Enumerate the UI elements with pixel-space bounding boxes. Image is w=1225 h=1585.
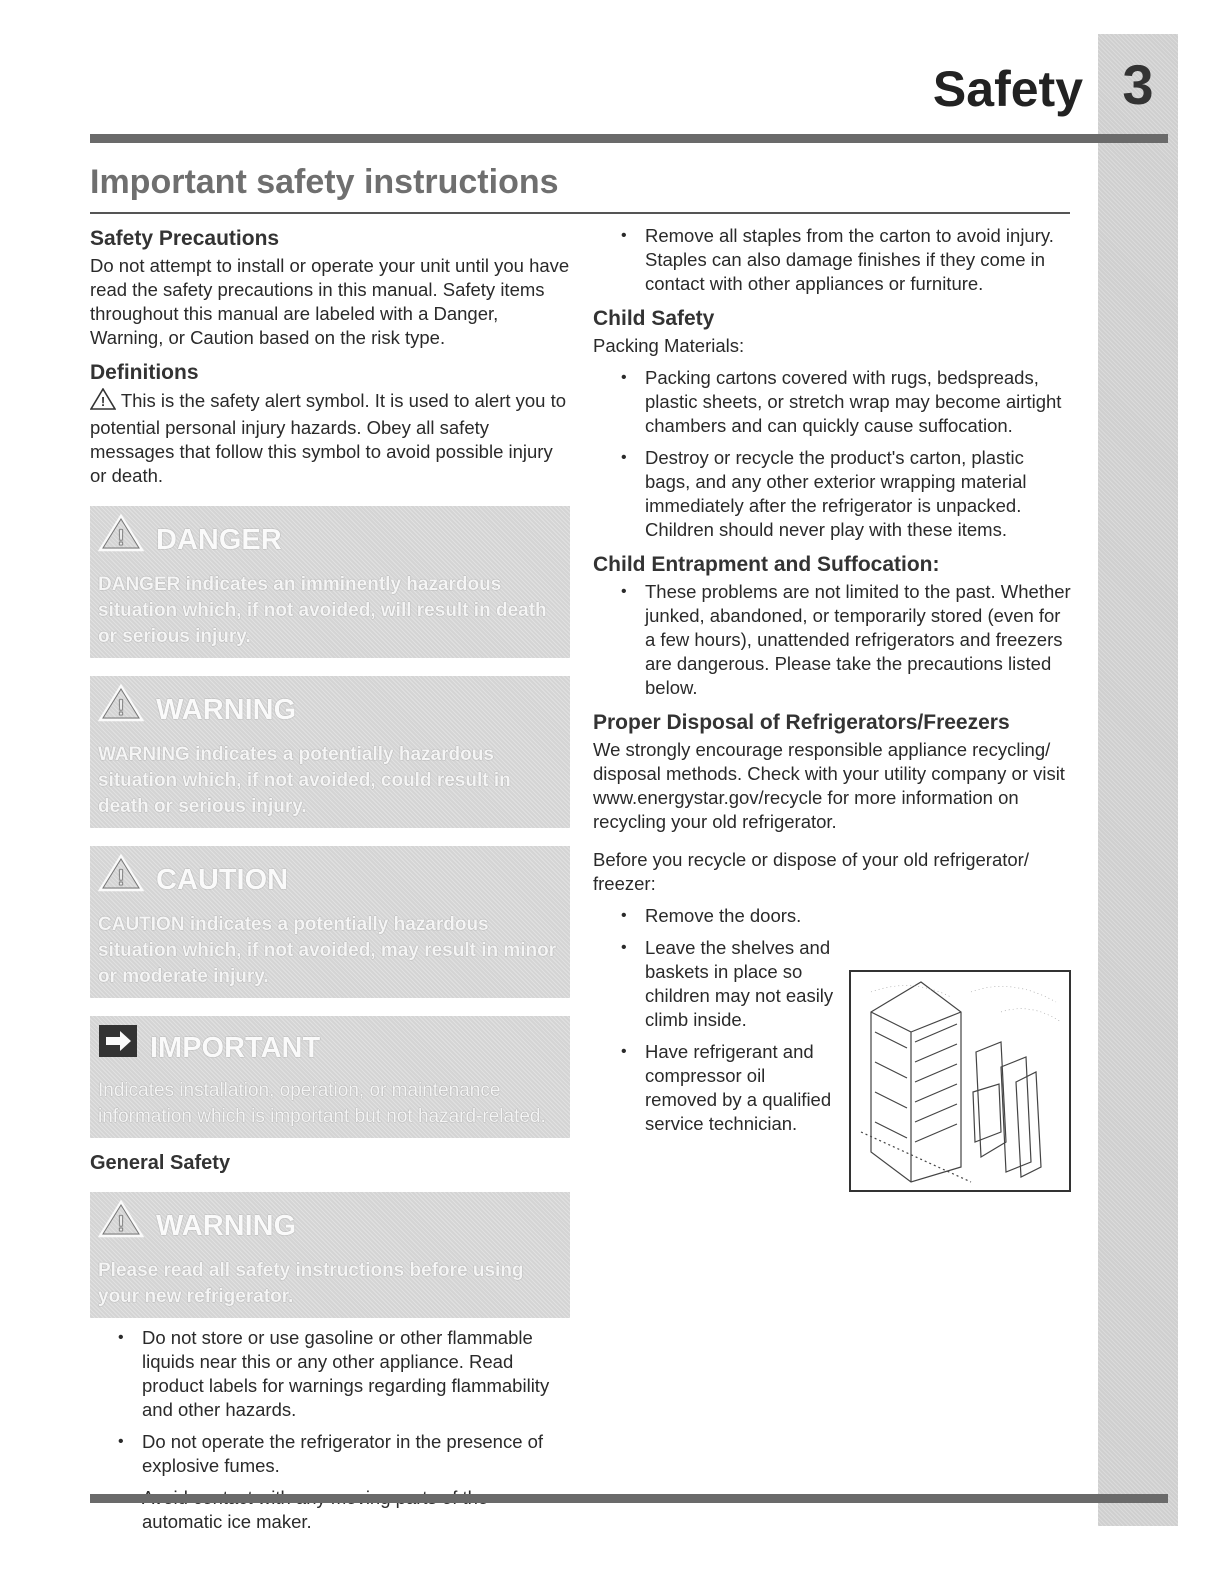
staples-list <box>593 224 1073 296</box>
svg-text:!: ! <box>117 695 125 720</box>
svg-text:!: ! <box>117 865 125 890</box>
list-item: • Do not operate the refrigerator in the presence of explosive fumes. <box>90 1430 570 1478</box>
warning-box <box>90 676 570 828</box>
svg-text:!: ! <box>117 1211 125 1236</box>
title-underline <box>90 212 1070 214</box>
general-safety-heading: General Safety <box>90 1152 231 1174</box>
general-warning-text: Please read all safety instructions before using your new refrigerator. <box>98 1260 524 1307</box>
disposal-text: We strongly encourage responsible appliance recycling/ disposal methods. Check with your utility company or visit www.energystar.gov/recycle for more information on recycling your old refrigerator. <box>593 739 1065 832</box>
left-column <box>90 224 570 1534</box>
list-item: • Remove the doors. <box>593 904 835 928</box>
caution-box <box>90 846 570 998</box>
caution-label: CAUTION <box>156 864 289 896</box>
important-label: IMPORTANT <box>150 1032 321 1064</box>
list-item: • Packing cartons covered with rugs, bedspreads, plastic sheets, or stretch wrap may become airtight chambers and can quickly cause suffocation. <box>593 366 1073 438</box>
section-title: Safety <box>932 61 1083 117</box>
page-number: 3 <box>1122 53 1154 116</box>
disposal-before-text: Before you recycle or dispose of your old refrigerator/ freezer: <box>593 849 1029 894</box>
caution-text: CAUTION indicates a potentially hazardous situation which, if not avoided, may result in minor or moderate injury. <box>98 914 557 987</box>
alert-triangle-icon <box>98 514 144 566</box>
child-safety-heading: Child Safety <box>593 307 715 330</box>
list-item: • These problems are not limited to the past. Whether junked, abandoned, or temporarily stored (even for a few hours), unattended refrigerators and freezers are dangerous. Please take the precautions listed below. <box>593 580 1073 700</box>
entrapment-list <box>593 580 1073 700</box>
warning-label: WARNING <box>156 694 297 726</box>
footer-rule <box>90 1494 1168 1503</box>
general-warning-label: WARNING <box>156 1210 297 1242</box>
refrigerator-illustration <box>849 970 1071 1192</box>
refrigerator-icon <box>851 972 1069 1190</box>
disposal-heading: Proper Disposal of Refrigerators/Freezers <box>593 711 1010 734</box>
page-title: Important safety instructions <box>90 163 559 201</box>
safety-precautions-text: Do not attempt to install or operate your unit until you have read the safety precautions in this manual. Safety items throughout this manual are labeled with a Danger, Warning, or Caution based on the risk type. <box>90 255 570 348</box>
alert-triangle-icon <box>98 854 144 906</box>
important-box <box>90 1016 570 1138</box>
general-warning-box <box>90 1192 570 1318</box>
child-safety-list <box>593 366 1073 542</box>
danger-text: DANGER indicates an imminently hazardous situation which, if not avoided, will result in death or serious injury. <box>98 574 547 647</box>
definitions-text: This is the safety alert symbol. It is used to alert you to potential personal injury hazards. Obey all safety messages that follow this symbol to avoid possible injury or death. <box>90 390 567 486</box>
arrow-right-icon <box>98 1024 138 1072</box>
list-item: • Destroy or recycle the product's carton, plastic bags, and any other exterior wrapping material immediately after the refrigerator is unpacked. Children should never play with these items. <box>593 446 1073 542</box>
list-item: • Do not store or use gasoline or other flammable liquids near this or any other appliance. Read product labels for warnings regarding flammability and other hazards. <box>90 1326 570 1422</box>
danger-label: DANGER <box>156 524 282 556</box>
definitions-heading: Definitions <box>90 361 199 384</box>
safety-precautions-heading: Safety Precautions <box>90 227 280 250</box>
list-item: • Leave the shelves and baskets in place so children may not easily climb inside. <box>593 936 835 1032</box>
svg-text:!: ! <box>117 525 125 550</box>
svg-text:!: ! <box>100 394 106 409</box>
header-rule <box>90 134 1168 143</box>
alert-triangle-icon <box>98 684 144 736</box>
packing-materials-label: Packing Materials: <box>593 335 745 356</box>
list-item: • Remove all staples from the carton to avoid injury. Staples can also damage finishes if they come in contact with other appliances or furniture. <box>593 224 1073 296</box>
list-item: • Have refrigerant and compressor oil removed by a qualified service technician. <box>593 1040 835 1136</box>
entrapment-heading: Child Entrapment and Suffocation: <box>593 553 940 576</box>
alert-triangle-icon <box>98 1200 144 1252</box>
important-text: Indicates installation, operation, or maintenance information which is important but not hazard-related. <box>98 1080 546 1127</box>
page-side-tab <box>1098 34 1178 1526</box>
warning-text: WARNING indicates a potentially hazardous situation which, if not avoided, could result in death or serious injury. <box>98 744 511 817</box>
danger-box <box>90 506 570 658</box>
definitions-paragraph <box>90 388 570 488</box>
list-item: • automatic ice maker. <box>90 1486 570 1534</box>
safety-alert-icon <box>90 388 116 416</box>
